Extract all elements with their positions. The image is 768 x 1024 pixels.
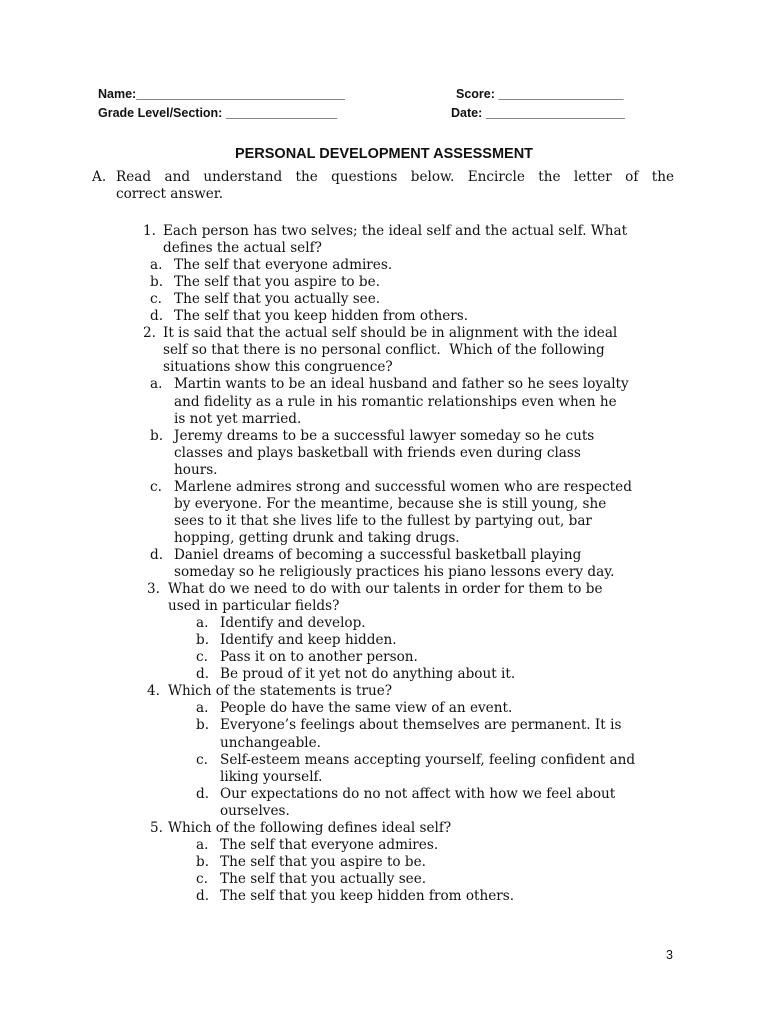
choice-letter: d.	[196, 666, 210, 683]
choice-text-line: Pass it on to another person.	[220, 649, 418, 666]
choice-letter: d.	[196, 785, 210, 802]
choice-text-line: The self that you aspire to be.	[174, 274, 380, 291]
choice-text-line: classes and plays basketball with friends even during class	[174, 444, 581, 461]
choice-letter: c.	[150, 478, 162, 495]
question-number: 4.	[147, 683, 160, 700]
choice-text-line: ourselves.	[220, 802, 290, 819]
choice-letter: a.	[196, 615, 209, 632]
choice-letter: c.	[150, 291, 162, 308]
choice-text-line: Everyone’s feelings about themselves are permanent. It is	[220, 717, 622, 734]
choice-text-line: Daniel dreams of becoming a successful basketball playing	[174, 546, 582, 563]
choice-text-line: unchangeable.	[220, 734, 322, 751]
choice-text-line: sees to it that she lives life to the fullest by partying out, bar	[174, 512, 592, 529]
question-number: 3.	[147, 581, 160, 598]
instruction-marker: A.	[92, 169, 107, 185]
choice-text-line: and fidelity as a rule in his romantic relationships even when he	[174, 393, 617, 410]
choice-text-line: Be proud of it yet not do anything about it.	[220, 666, 516, 683]
question-number: 5.	[150, 819, 163, 836]
question-text-line: What do we need to do with our talents in order for them to be	[168, 581, 603, 598]
choice-letter: c.	[196, 649, 208, 666]
question-text-line: used in particular fields?	[168, 598, 340, 615]
page-number: 3	[666, 948, 673, 962]
choice-text-line: is not yet married.	[174, 410, 302, 427]
choice-letter: a.	[150, 257, 163, 274]
choice-text-line: Self-esteem means accepting yourself, feeling confident and	[220, 751, 636, 768]
choice-text-line: The self that you keep hidden from others.	[220, 887, 515, 904]
choice-letter: a.	[196, 700, 209, 717]
question-text-line: Each person has two selves; the ideal self and the actual self. What	[163, 223, 628, 239]
choice-text-line: hopping, getting drunk and taking drugs.	[174, 529, 460, 546]
question-number: 1.	[143, 223, 156, 239]
question-number: 2.	[143, 325, 156, 342]
question-text-line: It is said that the actual self should be in alignment with the ideal	[163, 325, 618, 342]
choice-text-line: hours.	[174, 461, 218, 478]
choice-letter: d.	[196, 887, 210, 904]
choice-letter: d.	[150, 546, 164, 563]
choice-letter: c.	[196, 870, 208, 887]
choice-letter: b.	[196, 717, 210, 734]
choice-letter: a.	[150, 376, 163, 393]
choice-text-line: The self that you aspire to be.	[220, 853, 426, 870]
choice-text-line: by everyone. For the meantime, because she is still young, she	[174, 495, 607, 512]
choice-text-line: liking yourself.	[220, 768, 323, 785]
choice-text-line: Martin wants to be an ideal husband and father so he sees loyalty	[174, 376, 629, 393]
choice-text-line: Our expectations do no not affect with how we feel about	[220, 785, 616, 802]
choice-letter: b.	[196, 632, 210, 649]
choice-letter: b.	[196, 853, 210, 870]
question-text-line: defines the actual self?	[163, 240, 322, 257]
choice-text-line: The self that you actually see.	[174, 291, 381, 308]
choice-text-line: The self that you keep hidden from others.	[174, 308, 469, 325]
choice-letter: d.	[150, 308, 164, 325]
score-field: Score: __________________	[456, 87, 624, 101]
question-text-line: situations show this congruence?	[163, 359, 393, 376]
name-field: Name:______________________________	[98, 87, 345, 101]
date-field: Date: ____________________	[451, 106, 625, 120]
question-text-line: Which of the statements is true?	[168, 683, 393, 700]
choice-letter: a.	[196, 836, 209, 853]
choice-text-line: The self that you actually see.	[220, 870, 427, 887]
choice-letter: c.	[196, 751, 208, 768]
instruction-line-2: correct answer.	[116, 186, 224, 202]
question-text-line: self so that there is no personal conflict. Which of the following	[163, 342, 605, 359]
choice-text-line: The self that everyone admires.	[174, 257, 393, 274]
choice-text-line: People do have the same view of an event.	[220, 700, 513, 717]
choice-text-line: Marlene admires strong and successful women who are respected	[174, 478, 632, 495]
instruction-line-1: Read and understand the questions below. Encircle the letter of the	[116, 169, 674, 185]
page-title: PERSONAL DEVELOPMENT ASSESSMENT	[234, 146, 534, 162]
question-text-line: Which of the following defines ideal self?	[168, 819, 452, 836]
choice-letter: b.	[150, 427, 164, 444]
choice-text-line: someday so he religiously practices his piano lessons every day.	[174, 564, 615, 580]
choice-text-line: The self that everyone admires.	[220, 836, 439, 853]
choice-text-line: Identify and develop.	[220, 615, 366, 632]
choice-letter: b.	[150, 274, 164, 291]
grade-section-field: Grade Level/Section: ________________	[98, 106, 338, 120]
choice-text-line: Jeremy dreams to be a successful lawyer someday so he cuts	[174, 427, 595, 444]
choice-text-line: Identify and keep hidden.	[220, 632, 397, 649]
